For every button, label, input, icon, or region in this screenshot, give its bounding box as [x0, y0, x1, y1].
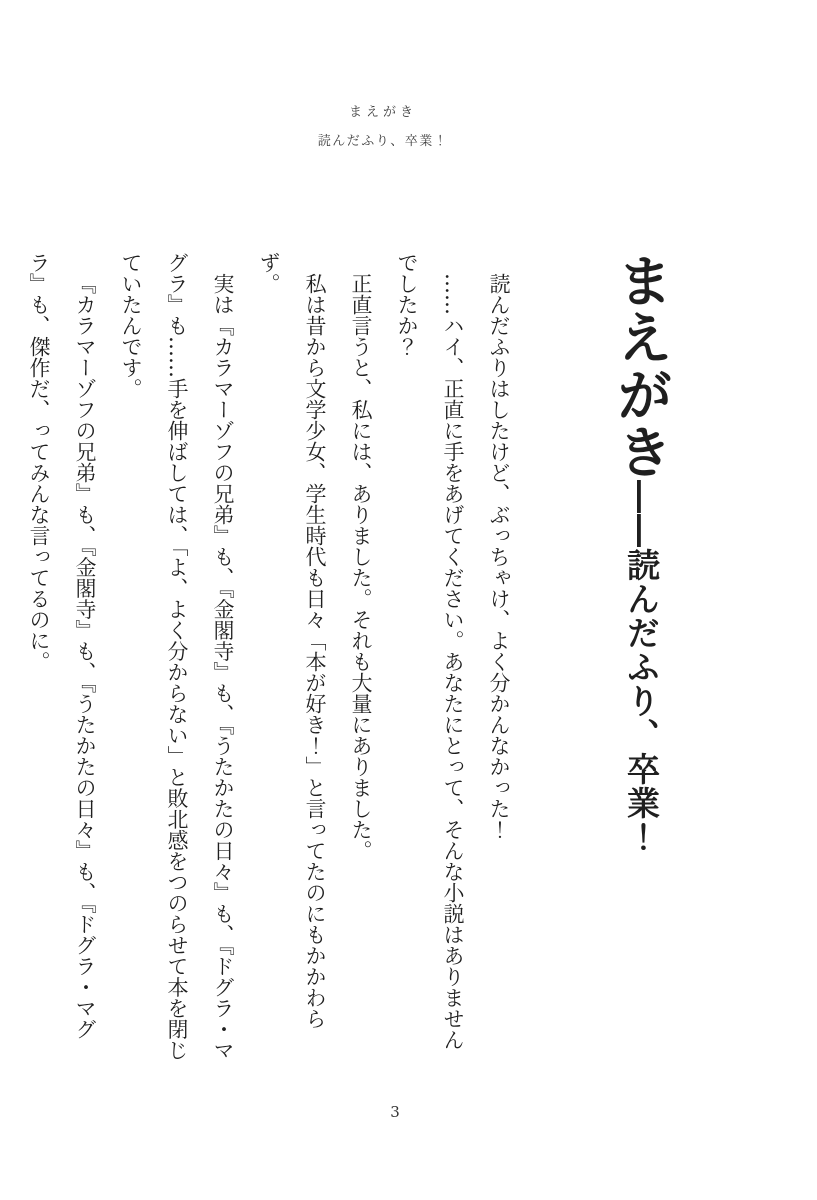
chapter-title-subtitle: 読んだふり、卒業！	[622, 548, 661, 854]
paragraph-5: 実は『カラマーゾフの兄弟』も、『金閣寺』も、『うたかたの日々』も、『ドグラ・マグラ』も……手を伸ばしては、「よ、よく分からない」と敗北感をつのらせて本を閉じていたんです。	[119, 252, 235, 1061]
paragraph-2: ……ハイ、正直に手をあげてください。あなたにとって、そんな小説はありませんでしたか？	[395, 252, 465, 1050]
page-body	[16, 252, 674, 1064]
paragraph-6: 『カラマーゾフの兄弟』も、『金閣寺』も、『うたかたの日々』も、『ドグラ・マグラ』も、傑作だ、ってみんな言ってるのに。	[27, 252, 97, 1040]
page-number: 3	[390, 1103, 400, 1121]
running-head	[0, 101, 766, 149]
running-head-chapter: まえがき	[348, 105, 417, 120]
chapter-title-dash: ――	[622, 480, 661, 548]
chapter-title-main: まえがき	[608, 252, 674, 480]
paragraph-3: 正直言うと、私には、ありました。それも大量にありました。	[349, 273, 373, 861]
running-head-title: 読んだふり、卒業！	[317, 134, 449, 149]
paragraph-1: 読んだふりはしたけど、ぶっちゃけ、よく分かんなかった！	[487, 273, 511, 840]
chapter-title	[608, 252, 674, 1064]
paragraph-4: 私は昔から文学少女、学生時代も日々「本が好き！」と言ってたのにもかかわらず。	[257, 252, 327, 1029]
